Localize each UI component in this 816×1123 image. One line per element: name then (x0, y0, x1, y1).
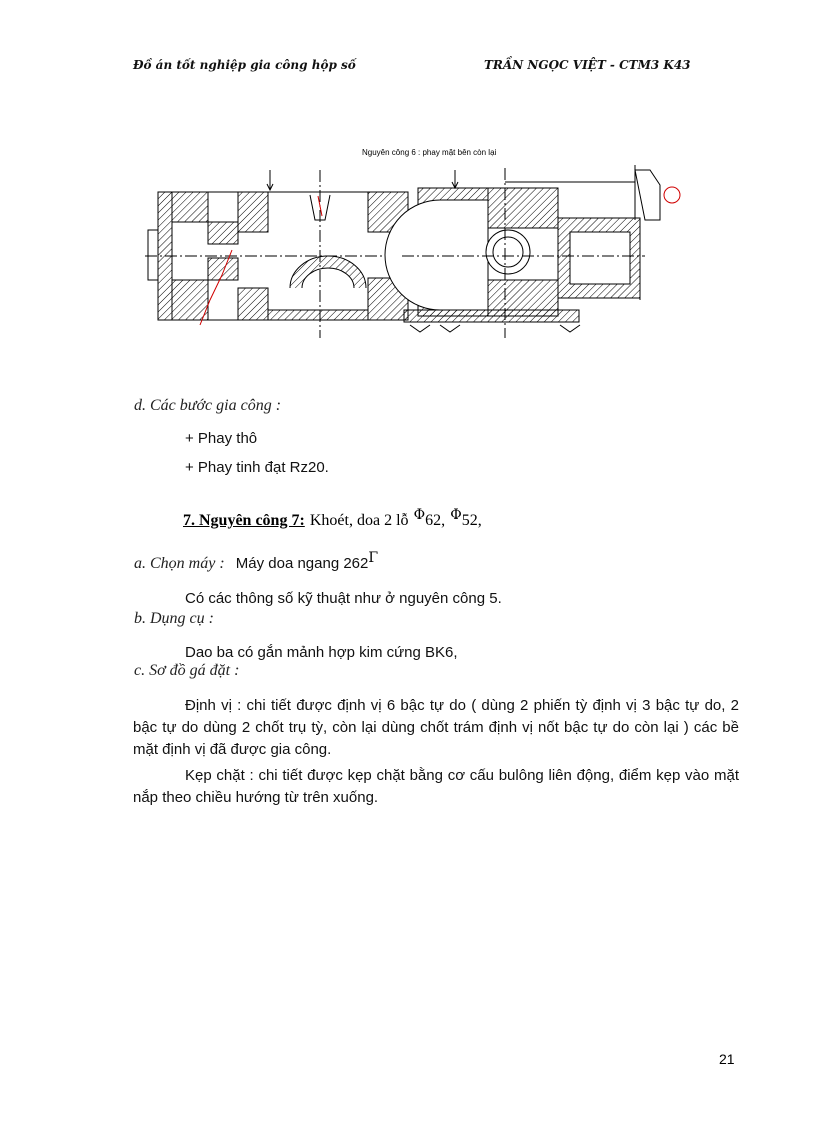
machine-label: a. Chọn máy : (134, 555, 225, 572)
diameter-1: 62, (425, 512, 446, 529)
right-view (385, 165, 680, 338)
machine-note: Có các thông số kỹ thuật như ở nguyên công 5. (185, 590, 502, 607)
diameter-2: 52, (461, 512, 482, 529)
setup-label: c. Sơ đồ gá đặt : (134, 662, 240, 679)
step-item-1: + Phay thô (185, 430, 258, 447)
machine-suffix: Γ (368, 550, 379, 566)
operation7-desc-prefix: Khoét, doa 2 lỗ (309, 512, 409, 529)
steps-heading: d. Các bước gia công : (134, 397, 282, 414)
technical-drawing (140, 160, 690, 345)
machine-value: Máy doa ngang 262 (235, 555, 369, 572)
operation7-heading (183, 507, 482, 530)
step-item-2: + Phay tinh đạt Rz20. (185, 459, 329, 476)
clamping-paragraph: Kẹp chặt : chi tiết được kẹp chặt bằng cơ cấu bulông liên động, điểm kẹp vào mặt nắp theo chiều hướng từ trên xuống. (133, 767, 739, 806)
locating-paragraph: Định vị : chi tiết được định vị 6 bậc tự do ( dùng 2 phiến tỳ định vị 3 bậc tự do, 2 bậc tự do dùng 2 chốt trụ tỳ, còn lại dùng chốt trám định vị nốt bậc tự do còn lại ) các bề mặt định vị đã được gia công. (133, 697, 739, 758)
phi-symbol-2: Φ (450, 507, 462, 523)
header-right: TRẦN NGỌC VIỆT - CTM3 K43 (484, 58, 691, 72)
machine-line (134, 550, 379, 573)
figure-caption: Nguyên công 6 : phay mặt bên còn lại (362, 148, 497, 157)
phi-symbol-1: Φ (413, 507, 426, 523)
operation7-title: 7. Nguyên công 7: (183, 512, 305, 529)
tools-value: Dao ba có gắn mảnh hợp kim cứng BK6, (185, 644, 458, 661)
tools-label: b. Dụng cụ : (134, 610, 214, 627)
header-left: Đồ án tốt nghiệp gia công hộp số (133, 58, 356, 72)
page-number: 21 (719, 1051, 735, 1067)
